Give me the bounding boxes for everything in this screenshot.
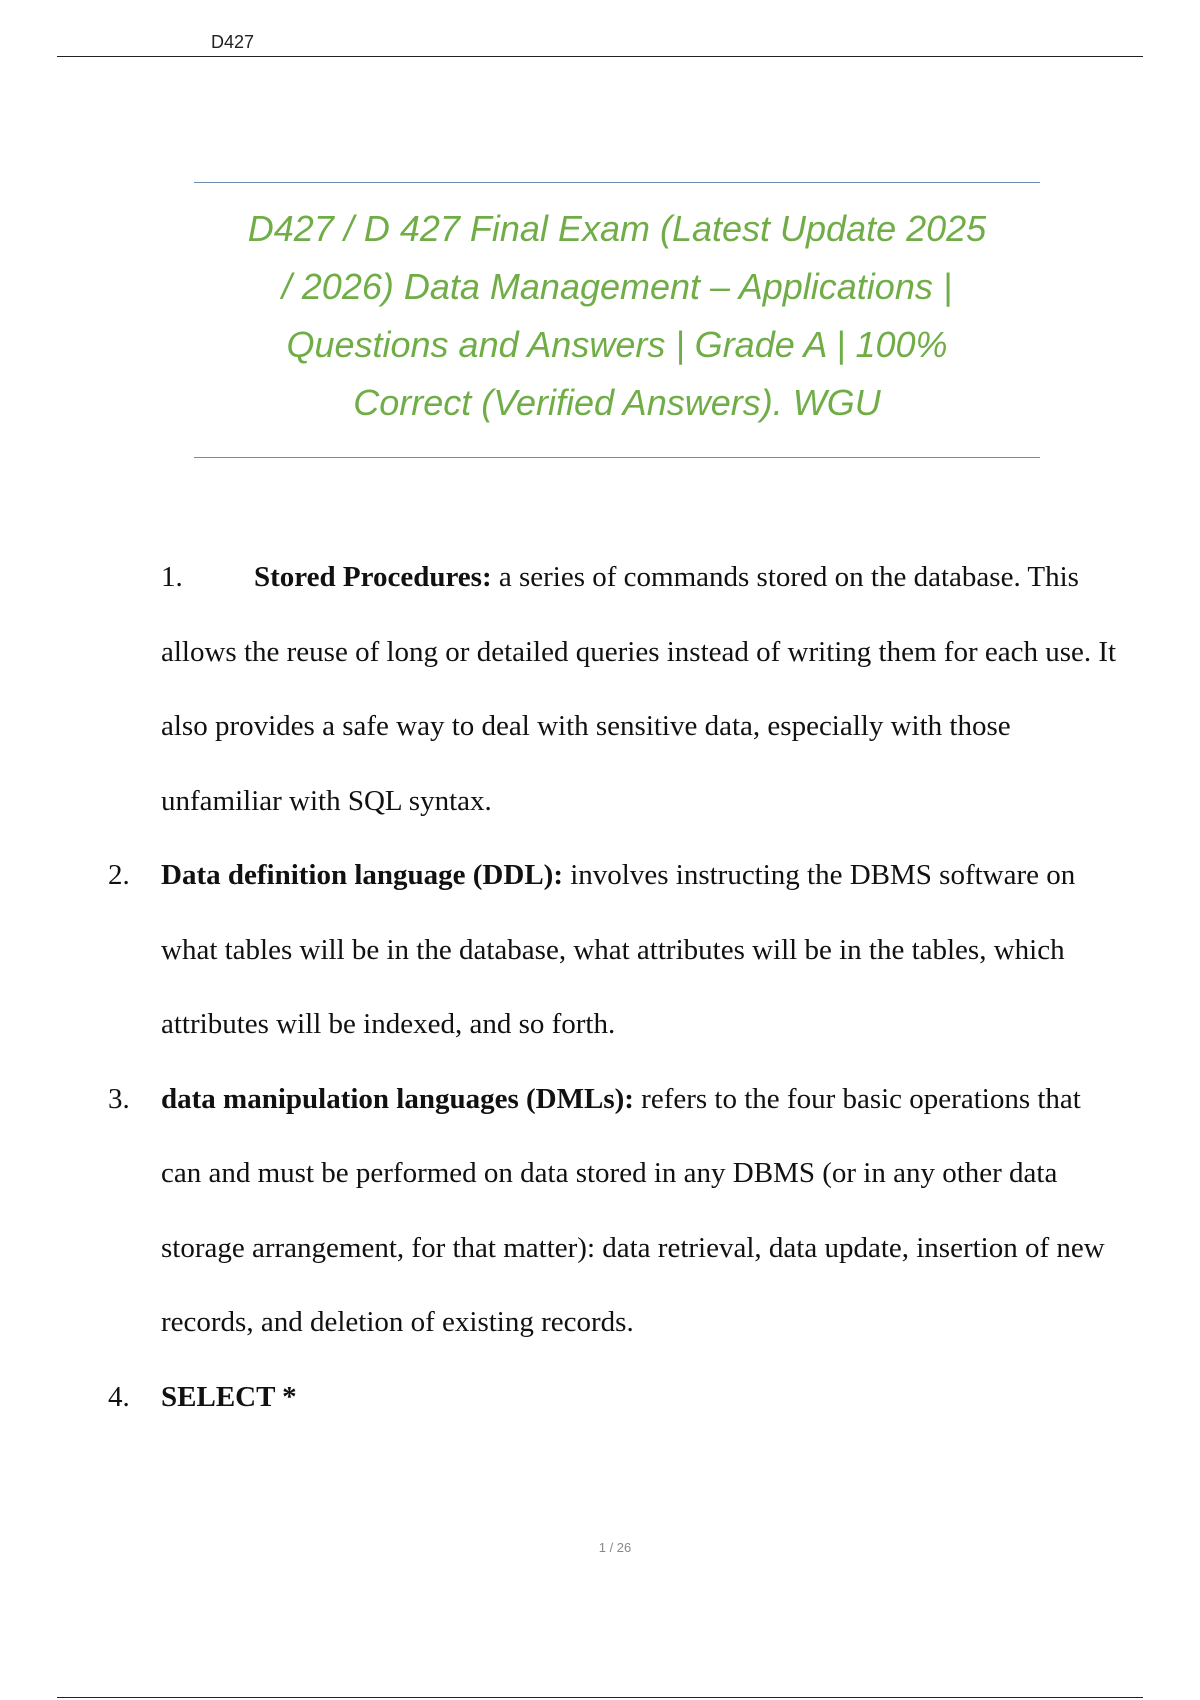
list-item (0, 540, 1121, 838)
item-text (161, 1062, 1121, 1360)
item-text (161, 838, 1121, 1062)
item-number: 2. (108, 859, 130, 891)
item-number: 1. (161, 561, 183, 593)
list-item (0, 1360, 1121, 1435)
header-rule (57, 56, 1143, 57)
page-number: 1 / 26 (598, 1540, 632, 1555)
document-title (194, 200, 1040, 432)
item-definition: a series of commands stored on the database. This allows the reuse of long or detailed queries instead of writing them for each use. It also provides a safe way to deal with sensitive data, especially with those unfamiliar with SQL syntax. (161, 561, 1117, 817)
item-text (161, 540, 1121, 838)
item-term: Data definition language (DDL): (161, 859, 563, 891)
item-term: SELECT * (161, 1380, 297, 1413)
item-number: 4. (108, 1380, 130, 1413)
list-item (0, 838, 1121, 1062)
item-term: Stored Procedures: (254, 561, 492, 593)
item-definition: involves instructing the DBMS software on what tables will be in the database, what attributes will be in the tables, which attributes will be indexed, and so forth. (161, 859, 1076, 1040)
list-item (0, 1062, 1121, 1360)
title-line: D427 / D 427 Final Exam (Latest Update 2025 (247, 208, 987, 249)
header-label: D427 (211, 32, 255, 52)
item-text (161, 1360, 1121, 1435)
qa-list (0, 540, 1200, 1434)
item-number: 3. (108, 1082, 130, 1115)
item-term: data manipulation languages (DMLs): (161, 1082, 634, 1115)
footer-rule (57, 1697, 1143, 1698)
title-rule-top (194, 182, 1040, 183)
title-line: Questions and Answers | Grade A | 100% (286, 324, 948, 365)
title-rule-bottom (194, 457, 1040, 458)
title-line: Correct (Verified Answers). WGU (353, 382, 881, 423)
item-definition: refers to the four basic operations that can and must be performed on data stored in any DBMS (or in any other data storage arrangement, for that matter): data retrieval, data update, insertion of new records, and deletion of existing records. (161, 1082, 1105, 1338)
title-line: / 2026) Data Management – Applications | (281, 266, 953, 307)
